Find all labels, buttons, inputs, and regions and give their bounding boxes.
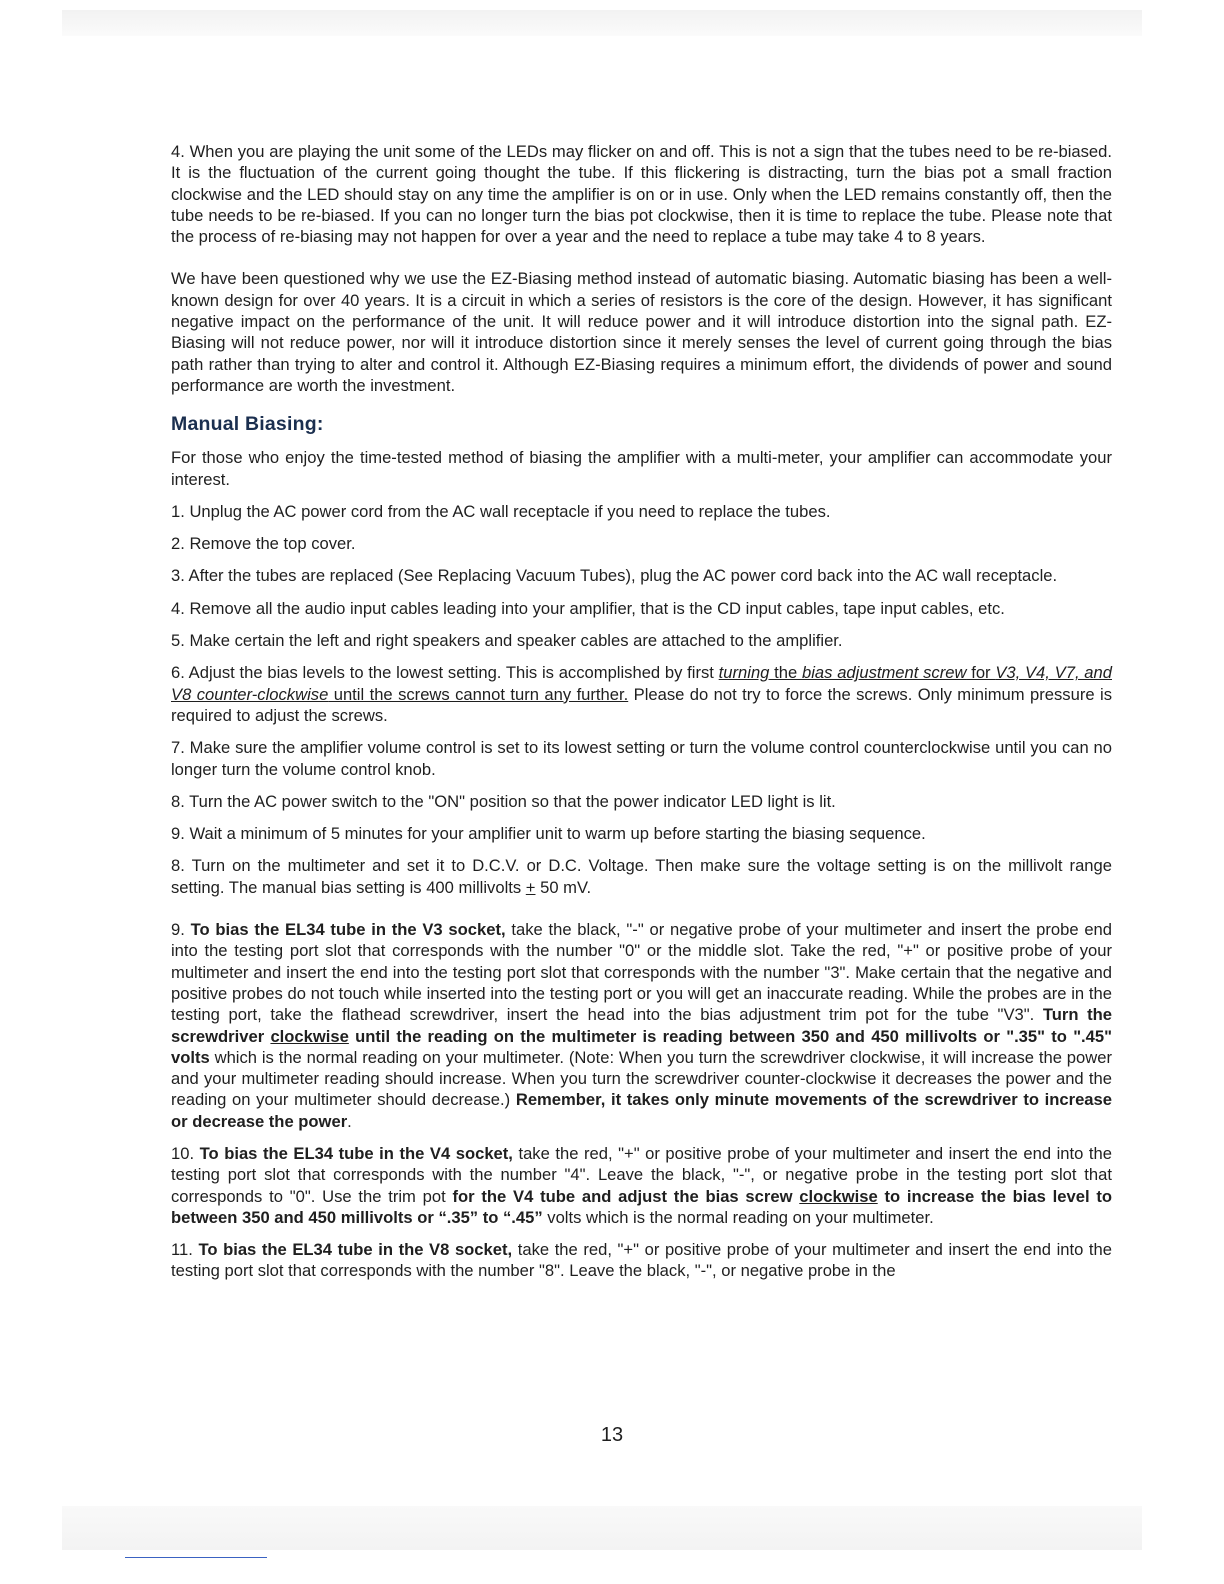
paragraph-manual-intro: For those who enjoy the time-tested method of biasing the amplifier with a multi-meter, your amplifier can accommodate your interest. xyxy=(171,448,1112,489)
step-10-clockwise: clockwise xyxy=(799,1186,878,1206)
step-10-instruction: for the V4 tube and adjust the bias screw xyxy=(452,1186,800,1206)
step-9b-title: To bias the EL34 tube in the V3 socket, xyxy=(190,920,506,940)
step-6-text: 6. Adjust the bias levels to the lowest setting. This is accomplished by first xyxy=(171,663,719,683)
document-body xyxy=(171,141,1112,1282)
step-2: 2. Remove the top cover. xyxy=(171,534,356,554)
step-6-note: Please do not try to force the screws. Only minimum pressure is required to adjust the screws. xyxy=(171,684,1112,725)
step-6-for: for xyxy=(966,663,996,683)
step-9b-note: which is the normal reading on your multimeter. (Note: When you turn the screwdriver clockwise, it will increase the power and your multimeter reading should increase. When you turn the screwdriver counter-clockwise it decreases the power and the reading on your multimeter should decrease.) xyxy=(171,1047,1112,1110)
step-10-range: to increase the bias level to between 350 and 450 millivolts or “.35” to “.45” xyxy=(171,1186,1112,1227)
step-9b-end: . xyxy=(347,1111,352,1131)
section-heading-manual-biasing: Manual Biasing: xyxy=(171,413,324,436)
step-3: 3. After the tubes are replaced (See Replacing Vacuum Tubes), plug the AC power cord back into the AC wall receptacle. xyxy=(171,566,1058,586)
step-11-title: To bias the EL34 tube in the V8 socket, xyxy=(198,1240,513,1260)
step-9b-text: take the black, "-" or negative probe of your multimeter and insert the probe end into the testing port slot that corresponds with the number "0" or the middle slot. Take the red, "+" or positive probe of your multimeter and insert the end into the testing port slot that corresponds with the number "3". Make certain that the negative and positive probes do not touch while inserted into the testing port or you will get an inaccurate reading. While the probes are in the testing port, take the flathead screwdriver, insert the head into the bias adjustment trim pot for the tube "V3". xyxy=(171,920,1113,1025)
step-9b-number: 9. xyxy=(171,920,191,940)
step-11-text: take the red, "+" or positive probe of your multimeter and insert the end into the testing port slot that corresponds with the number "8". Leave the black, "-", or negative probe in the xyxy=(171,1240,1112,1281)
step-9b-clockwise: clockwise xyxy=(270,1026,349,1046)
step-8b-plus-minus: + xyxy=(525,877,536,897)
step-10-bias-v4 xyxy=(171,1143,1112,1228)
step-9b-instruction: Turn the screwdriver xyxy=(171,1005,1112,1046)
step-6-tubes: V3, V4, V7, and V8 counter-clockwise xyxy=(171,663,1112,704)
step-6-until: until the screws cannot turn any further. xyxy=(328,684,629,704)
step-10-tail: volts which is the normal reading on your multimeter. xyxy=(542,1207,934,1227)
step-8b-text: 8. Turn on the multimeter and set it to D.C.V. or D.C. Voltage. Then make sure the voltage setting is on the millivolt range setting. The manual bias setting is 400 millivolts xyxy=(171,856,1112,897)
step-5: 5. Make certain the left and right speakers and speaker cables are attached to the amplifier. xyxy=(171,631,843,651)
step-6 xyxy=(171,662,1112,726)
scan-artifact-bottom xyxy=(62,1506,1142,1550)
step-6-the: the xyxy=(769,663,802,683)
step-11-number: 11. xyxy=(171,1240,199,1260)
step-9: 9. Wait a minimum of 5 minutes for your amplifier unit to warm up before starting the biasing sequence. xyxy=(171,824,926,844)
step-11-bias-v8 xyxy=(171,1239,1112,1282)
scan-artifact-top xyxy=(62,10,1142,36)
step-9b-remember: Remember, it takes only minute movements of the screwdriver to increase or decrease the power xyxy=(171,1090,1112,1131)
step-10-text: take the red, "+" or positive probe of your multimeter and insert the end into the testing port slot that corresponds with the number "4". Leave the black, "-", or negative probe in the testing port slot that corresponds to "0". Use the trim pot xyxy=(171,1143,1112,1206)
step-9-bias-v3 xyxy=(171,919,1112,1132)
step-4: 4. Remove all the audio input cables leading into your amplifier, that is the CD input cables, tape input cables, etc. xyxy=(171,598,1005,618)
page-number: 13 xyxy=(600,1424,624,1446)
step-10-number: 10. xyxy=(171,1143,200,1163)
step-6-turning: turning xyxy=(718,663,770,683)
scan-rule xyxy=(125,1557,267,1558)
step-8-multimeter xyxy=(171,855,1112,898)
step-8: 8. Turn the AC power switch to the "ON" position so that the power indicator LED light is lit. xyxy=(171,791,836,811)
step-8b-tail: 50 mV. xyxy=(535,877,592,897)
step-1: 1. Unplug the AC power cord from the AC wall receptacle if you need to replace the tubes. xyxy=(171,501,831,521)
step-6-bias-screw: bias adjustment screw xyxy=(802,663,967,683)
step-7: 7. Make sure the amplifier volume control is set to its lowest setting or turn the volume control counterclockwise until you can no longer turn the volume control knob. xyxy=(171,738,1112,779)
paragraph-ez-biasing: We have been questioned why we use the EZ-Biasing method instead of automatic biasing. Automatic biasing has been a well-known design for over 40 years. It is a circuit in which a series of resistors is the core of the design. However, it has significant negative impact on the performance of the unit. It will reduce power and it will introduce distortion into the signal path. EZ-Biasing will not reduce power, nor will it introduce distortion since it merely senses the level of current going through the bias path rather than trying to alter and control it. Although EZ-Biasing requires a minimum effort, the dividends of power and sound performance are worth the investment. xyxy=(171,269,1112,395)
step-9b-range: until the reading on the multimeter is reading between 350 and 450 millivolts or ".35" to ".45" volts xyxy=(171,1026,1112,1067)
paragraph-led-flicker: 4. When you are playing the unit some of the LEDs may flicker on and off. This is not a sign that the tubes need to be re-biased. It is the fluctuation of the current going thought the tube. If this flickering is distracting, turn the bias pot a small fraction clockwise and the LED should stay on any time the amplifier is on or in use. Only when the LED remains constantly off, then the tube needs to be re-biased. If you can no longer turn the bias pot clockwise, then it is time to replace the tube. Please note that the process of re-biasing may not happen for over a year and the need to replace a tube may take 4 to 8 years. xyxy=(171,142,1112,247)
step-10-title: To bias the EL34 tube in the V4 socket, xyxy=(199,1143,513,1163)
